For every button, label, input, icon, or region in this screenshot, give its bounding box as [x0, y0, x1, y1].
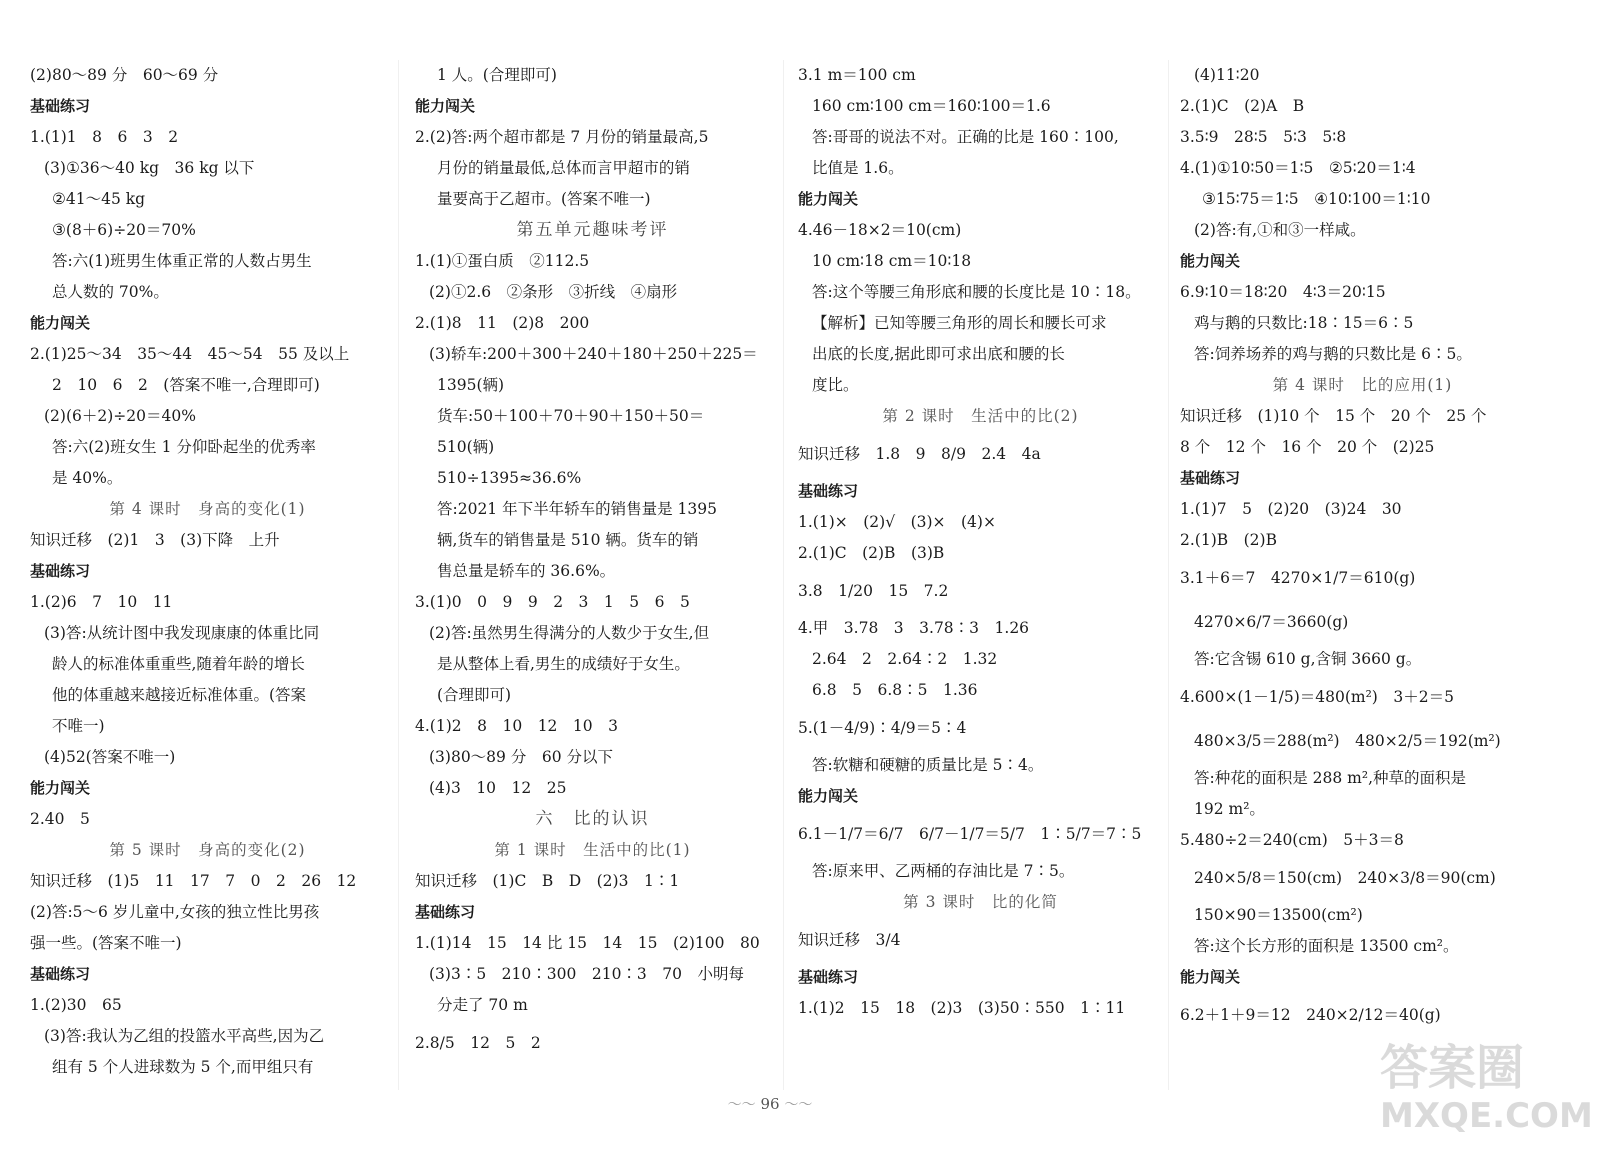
answer-line: 答:六(2)班女生 1 分仰卧起坐的优秀率 [52, 438, 316, 456]
answer-line: ②41～45 kg [52, 190, 146, 208]
answer-line: 是从整体上看,男生的成绩好于女生。 [437, 655, 690, 673]
page-number: 96 [760, 1095, 780, 1113]
ornament-left: 〜〜 [727, 1097, 756, 1113]
knowledge-transfer: 知识迁移 (1)5 11 17 7 0 2 26 12 [30, 872, 357, 890]
answer-line: 4.(1)①10∶50＝1∶5 ②5∶20＝1∶4 [1180, 159, 1416, 177]
answer-line: 4.46－18×2＝10(cm) [798, 221, 962, 239]
answer-line: 2.64 2 2.64∶2 1.32 [812, 650, 998, 668]
column-divider [1168, 60, 1169, 1090]
analysis-line: 度比。 [812, 376, 859, 394]
answer-line: (3)80～89 分 60 分以下 [429, 748, 613, 766]
answer-line: 辆,货车的销售量是 510 辆。货车的销 [437, 531, 699, 549]
knowledge-transfer: 知识迁移 (2)1 3 (3)下降 上升 [30, 531, 280, 549]
answer-line: (2)答:5～6 岁儿童中,女孩的独立性比男孩 [30, 903, 320, 921]
answer-line: 8 个 12 个 16 个 20 个 (2)25 [1180, 438, 1435, 456]
answer-line: (2)①2.6 ②条形 ③折线 ④扇形 [429, 283, 678, 301]
answer-line: ③15∶75＝1∶5 ④10∶100＝1∶10 [1202, 190, 1431, 208]
knowledge-transfer: 知识迁移 (1)10 个 15 个 20 个 25 个 [1180, 407, 1487, 425]
answer-column-2 [415, 60, 770, 1065]
answer-line: 4.600×(1－1/5)＝480(m²) 3＋2＝5 [1180, 688, 1454, 706]
knowledge-transfer: 知识迁移 3/4 [798, 931, 901, 949]
section-heading: 能力闯关 [30, 314, 91, 332]
answer-line: 192 m²。 [1194, 800, 1265, 818]
answer-line: 答:2021 年下半年轿车的销售量是 1395 [437, 500, 717, 518]
answer-line: (2)80～89 分 60～69 分 [30, 66, 219, 84]
answer-line: 答:六(1)班男生体重正常的人数占男生 [52, 252, 312, 270]
answer-line: 2.8/5 12 5 2 [415, 1034, 541, 1052]
answer-line: 答:这个等腰三角形底和腰的长度比是 10∶18。 [812, 283, 1141, 301]
section-heading: 能力闯关 [1180, 252, 1241, 270]
answer-line: 2 10 6 2 (答案不唯一,合理即可) [52, 376, 320, 394]
section-heading: 基础练习 [30, 97, 91, 115]
answer-line: 5.480÷2＝240(cm) 5＋3＝8 [1180, 831, 1404, 849]
answer-line: (4)52(答案不唯一) [44, 748, 176, 766]
answer-line: 答:原来甲、乙两桶的存油比是 7∶5。 [812, 862, 1075, 880]
answer-line: 1395(辆) [437, 376, 505, 394]
answer-line: 2.(1)25～34 35～44 45～54 55 及以上 [30, 345, 350, 363]
answer-line: (2)(6＋2)÷20＝40% [44, 407, 196, 425]
answer-line: 3.1 m＝100 cm [798, 66, 916, 84]
section-heading: 基础练习 [798, 968, 859, 986]
answer-line: 组有 5 个人进球数为 5 个,而甲组只有 [52, 1058, 314, 1076]
answer-line: 答:这个长方形的面积是 13500 cm²。 [1194, 937, 1459, 955]
answer-line: 150×90＝13500(cm²) [1194, 906, 1363, 924]
answer-line: 1.(1)①蛋白质 ②112.5 [415, 252, 590, 270]
answer-line: 4.(1)2 8 10 12 10 3 [415, 717, 618, 735]
unit-title: 六 比的认识 [535, 809, 650, 829]
answer-line: 3.5∶9 28∶5 5∶3 5∶8 [1180, 128, 1347, 146]
column-divider [783, 60, 784, 1090]
answer-line: (合理即可) [437, 686, 512, 704]
answer-line: (3)①36～40 kg 36 kg 以下 [44, 159, 255, 177]
answer-line: 2.(2)答:两个超市都是 7 月份的销量最高,5 [415, 128, 709, 146]
answer-line: 是 40%。 [52, 469, 123, 487]
answer-line: 510÷1395≈36.6% [437, 469, 582, 487]
answer-line: 10 cm∶18 cm＝10∶18 [812, 252, 972, 270]
watermark-text: 答案圈 [1380, 1040, 1525, 1096]
lesson-title: 第 1 课时 生活中的比(1) [494, 841, 691, 859]
answer-line: (2)答:有,①和③一样咸。 [1194, 221, 1366, 239]
answer-line: (3)答:我认为乙组的投篮水平高些,因为乙 [44, 1027, 325, 1045]
answer-line: 2.(1)8 11 (2)8 200 [415, 314, 590, 332]
knowledge-transfer: 知识迁移 (1)C B D (2)3 1∶1 [415, 872, 680, 890]
answer-line: 1 人。(合理即可) [437, 66, 557, 84]
watermark-url: MXQE.COM [1380, 1096, 1593, 1136]
answer-column-3 [798, 60, 1163, 1024]
answer-line: 答:它含锡 610 g,含铜 3660 g。 [1194, 650, 1422, 668]
answer-line: 2.(1)B (2)B [1180, 531, 1277, 549]
lesson-title: 第 4 课时 身高的变化(1) [109, 500, 306, 518]
lesson-title: 第 4 课时 比的应用(1) [1272, 376, 1453, 394]
answer-line: 量要高于乙超市。(答案不唯一) [437, 190, 651, 208]
section-heading: 能力闯关 [798, 787, 859, 805]
answer-line: ③(8＋6)÷20＝70% [52, 221, 196, 239]
answer-line: 3.1＋6＝7 4270×1/7＝610(g) [1180, 569, 1416, 587]
answer-line: (3)答:从统计图中我发现康康的体重比同 [44, 624, 320, 642]
answer-line: 2.(1)C (2)B (3)B [798, 544, 945, 562]
analysis-line: 【解析】已知等腰三角形的周长和腰长可求 [812, 314, 1107, 332]
answer-line: 月份的销量最低,总体而言甲超市的销 [437, 159, 690, 177]
section-heading: 基础练习 [30, 965, 91, 983]
lesson-title: 第 2 课时 生活中的比(2) [882, 407, 1079, 425]
answer-line: 1.(1)2 15 18 (2)3 (3)50∶550 1∶11 [798, 999, 1126, 1017]
answer-line: 4270×6/7＝3660(g) [1194, 613, 1349, 631]
answer-line: 6.2＋1＋9＝12 240×2/12＝40(g) [1180, 1006, 1441, 1024]
answer-line: 货车:50＋100＋70＋90＋150＋50＝ [437, 407, 705, 425]
section-heading: 基础练习 [415, 903, 476, 921]
answer-line: 6.1－1/7＝6/7 6/7－1/7＝5/7 1∶5/7＝7∶5 [798, 825, 1142, 843]
answer-line: 2.(1)C (2)A B [1180, 97, 1305, 115]
answer-line: 4.甲 3.78 3 3.78∶3 1.26 [798, 619, 1030, 637]
answer-line: 1.(1)7 5 (2)20 (3)24 30 [1180, 500, 1402, 518]
answer-line: 160 cm∶100 cm＝160∶100＝1.6 [812, 97, 1051, 115]
section-heading: 能力闯关 [798, 190, 859, 208]
answer-line: 480×3/5＝288(m²) 480×2/5＝192(m²) [1194, 732, 1501, 750]
section-heading: 基础练习 [1180, 469, 1241, 487]
answer-line: (2)答:虽然男生得满分的人数少于女生,但 [429, 624, 710, 642]
column-divider [398, 60, 399, 1090]
answer-line: 1.(2)30 65 [30, 996, 122, 1014]
answer-line: 1.(1)× (2)√ (3)× (4)× [798, 513, 996, 531]
page-footer [690, 1094, 850, 1124]
answer-line: 答:软糖和硬糖的质量比是 5∶4。 [812, 756, 1044, 774]
section-heading: 基础练习 [30, 562, 91, 580]
answer-line: 强一些。(答案不唯一) [30, 934, 182, 952]
answer-line: 240×5/8＝150(cm) 240×3/8＝90(cm) [1194, 869, 1496, 887]
answer-line: 1.(1)1 8 6 3 2 [30, 128, 179, 146]
answer-column-4 [1180, 60, 1545, 1037]
answer-line: 鸡与鹅的只数比:18∶15＝6∶5 [1194, 314, 1414, 332]
answer-column-1 [30, 60, 385, 1083]
section-heading: 能力闯关 [30, 779, 91, 797]
answer-line: 510(辆) [437, 438, 495, 456]
answer-line: 1.(1)14 15 14 比 15 14 15 (2)100 80 [415, 934, 760, 952]
answer-line: 答:哥哥的说法不对。正确的比是 160∶100, [812, 128, 1119, 146]
answer-line: 2.40 5 [30, 810, 90, 828]
analysis-line: 出底的长度,据此即可求出底和腰的长 [812, 345, 1065, 363]
ornament-right: 〜〜 [784, 1097, 813, 1113]
answer-line: 他的体重越来越接近标准体重。(答案 [52, 686, 307, 704]
answer-line: 6.9∶10＝18∶20 4∶3＝20∶15 [1180, 283, 1386, 301]
lesson-title: 第 5 课时 身高的变化(2) [109, 841, 306, 859]
answer-line: 售总量是轿车的 36.6%。 [437, 562, 616, 580]
lesson-title: 第 3 课时 比的化简 [903, 893, 1058, 911]
answer-line: (3)3∶5 210∶300 210∶3 70 小明每 [429, 965, 745, 983]
answer-line: (3)轿车:200＋300＋240＋180＋250＋225＝ [429, 345, 758, 363]
answer-line: 答:饲养场养的鸡与鹅的只数比是 6∶5。 [1194, 345, 1472, 363]
answer-line: (4)3 10 12 25 [429, 779, 567, 797]
watermark-logo [1380, 1040, 1593, 1150]
section-heading: 能力闯关 [415, 97, 476, 115]
answer-line: (4)11∶20 [1194, 66, 1260, 84]
answer-line: 答:种花的面积是 288 m²,种草的面积是 [1194, 769, 1467, 787]
section-heading: 基础练习 [798, 482, 859, 500]
unit-review-title: 第五单元趣味考评 [516, 220, 669, 240]
answer-line: 5.(1－4/9)∶4/9＝5∶4 [798, 719, 967, 737]
answer-line: 6.8 5 6.8∶5 1.36 [812, 681, 978, 699]
answer-line: 3.8 1/20 15 7.2 [798, 582, 949, 600]
answer-line: 分走了 70 m [437, 996, 528, 1014]
answer-line: 龄人的标准体重重些,随着年龄的增长 [52, 655, 305, 673]
section-heading: 能力闯关 [1180, 968, 1241, 986]
answer-line: 总人数的 70%。 [52, 283, 169, 301]
knowledge-transfer: 知识迁移 1.8 9 8/9 2.4 4a [798, 445, 1041, 463]
answer-line: 比值是 1.6。 [812, 159, 904, 177]
answer-line: 1.(2)6 7 10 11 [30, 593, 173, 611]
answer-line: 3.(1)0 0 9 9 2 3 1 5 6 5 [415, 593, 690, 611]
answer-line: 不唯一) [52, 717, 105, 735]
